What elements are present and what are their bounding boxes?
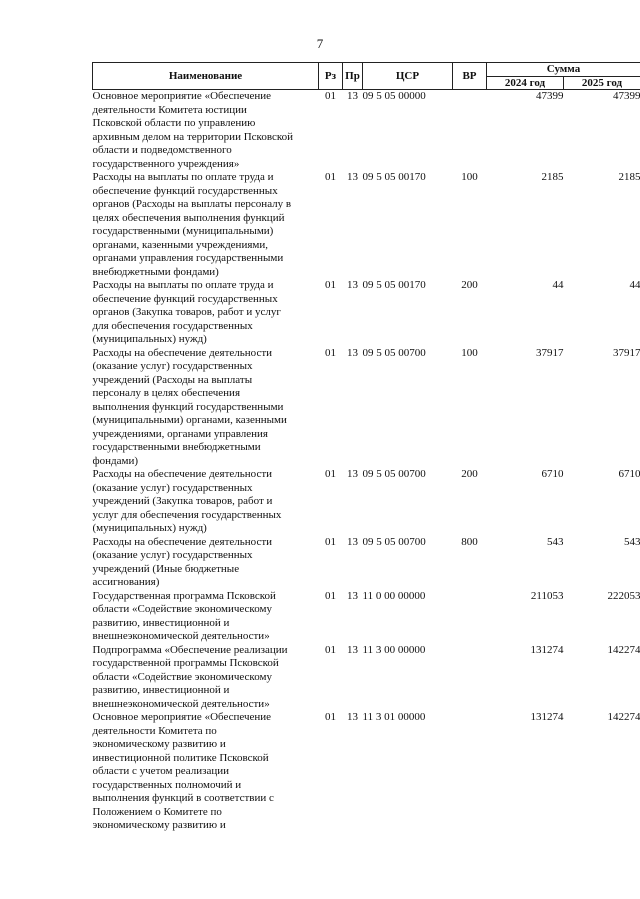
row-name-line: Основное мероприятие «Обеспечение [92, 90, 272, 102]
row-name-line: Расходы на обеспечение деятельности [92, 535, 273, 548]
row-sum-2024: 543 [547, 535, 564, 548]
row-sum-2025: 47399 [613, 90, 640, 102]
row-rz: 01 [325, 90, 336, 102]
row-rz: 01 [325, 468, 336, 480]
row-name-line: фондами) [92, 454, 139, 467]
row-sum-2024: 37917 [536, 346, 564, 359]
row-name-line: государственными внебюджетными [92, 441, 261, 453]
row-name-line: области «Содействие экономическому [92, 670, 272, 683]
row-csr: 09 5 05 00700 [362, 468, 426, 480]
row-name-line: учреждений (Расходы на выплаты [92, 373, 253, 386]
header-pr: Пр [343, 63, 363, 90]
row-csr: 11 3 00 00000 [362, 643, 426, 656]
row-name-line: для обеспечения государственных [92, 319, 253, 332]
table-row [93, 644, 640, 712]
row-name-line: деятельности Комитета юстиции [92, 103, 247, 116]
row-name-line: учреждениями, органами управления [92, 427, 268, 440]
row-sum-2025: 142274 [607, 711, 640, 723]
budget-table [92, 62, 640, 833]
row-name-line: обеспечение функций государственных [92, 292, 278, 305]
row-name-line: (оказание услуг) государственных [92, 360, 253, 372]
row-name-line: (оказание услуг) государственных [92, 481, 253, 494]
table-row [93, 590, 640, 644]
row-pr: 13 [347, 346, 358, 359]
row-rz: 01 [325, 279, 336, 291]
row-rz: 01 [325, 711, 336, 723]
row-sum-2025: 6710 [618, 468, 640, 480]
table-row [93, 279, 640, 347]
row-pr: 13 [347, 90, 358, 102]
row-vr: 100 [461, 346, 478, 359]
table-row [93, 536, 640, 590]
row-vr [453, 90, 487, 172]
row-sum-2024: 44 [552, 279, 564, 291]
row-vr: 100 [461, 171, 478, 183]
row-name-line: учреждений (Иные бюджетные [92, 562, 240, 575]
row-name-line: экономическому развитию и [92, 819, 226, 831]
row-rz: 01 [325, 346, 336, 359]
table-row [93, 90, 640, 172]
row-sum-2024: 6710 [541, 468, 564, 480]
row-rz: 01 [325, 589, 336, 602]
row-name-line: Подпрограмма «Обеспечение реализации [92, 643, 288, 656]
row-name-line: органов (Расходы на выплаты персоналу в [92, 198, 292, 210]
row-vr: 200 [461, 468, 478, 480]
row-name-line: внешнеэкономической деятельности» [92, 630, 270, 642]
row-name [93, 468, 319, 536]
row-name-line: органов (Закупка товаров, работ и услуг [92, 306, 281, 318]
table-body [93, 90, 640, 833]
row-sum-2025: 222053 [607, 589, 640, 602]
header-name: Наименование [93, 63, 319, 90]
row-name [93, 590, 319, 644]
table-row [93, 711, 640, 833]
row-sum-2024: 47399 [536, 90, 564, 102]
row-vr [453, 711, 487, 833]
row-name-line: Расходы на выплаты по оплате труда и [92, 279, 274, 291]
row-name-line: Расходы на выплаты по оплате труда и [92, 171, 274, 183]
row-name [93, 536, 319, 590]
row-name [93, 279, 319, 347]
row-name-line: государственными (муниципальными) [92, 225, 274, 237]
row-pr: 13 [347, 643, 358, 656]
row-vr [453, 590, 487, 644]
row-sum-2024: 211053 [530, 589, 564, 602]
row-name-line: инвестиционной политике Псковской [92, 751, 269, 764]
row-name-line: Псковской области по управлению [92, 117, 256, 129]
row-name-line: учреждений (Закупка товаров, работ и [92, 495, 273, 507]
row-name-line: услуг для обеспечения государственных [92, 508, 282, 521]
row-name-line: Расходы на обеспечение деятельности [92, 468, 273, 480]
header-vr: ВР [453, 63, 487, 90]
row-rz: 01 [325, 171, 336, 183]
row-sum-2024: 131274 [530, 643, 564, 656]
header-year-2024: 2024 год [487, 76, 564, 90]
row-name-line: (муниципальных) нужд) [92, 522, 207, 534]
row-sum-2025: 543 [624, 535, 640, 548]
row-csr: 11 0 00 00000 [362, 589, 426, 602]
row-csr: 09 5 05 00700 [362, 346, 426, 359]
row-pr: 13 [347, 589, 358, 602]
row-sum-2025: 142274 [607, 643, 640, 656]
row-name-line: экономическому развитию и [92, 738, 226, 750]
header-sum: Сумма [487, 63, 640, 77]
header-csr: ЦСР [363, 63, 453, 90]
row-name [93, 347, 319, 469]
row-vr [453, 644, 487, 712]
row-pr: 13 [347, 279, 358, 291]
row-csr: 09 5 05 00170 [362, 279, 426, 291]
row-csr: 09 5 05 00700 [362, 535, 426, 548]
row-name-line: Положением о Комитете по [92, 805, 222, 818]
row-pr: 13 [347, 535, 358, 548]
row-name-line: персоналу в целях обеспечения [92, 387, 241, 399]
row-name-line: целях обеспечения выполнения функций [92, 211, 285, 224]
row-name-line: развитию, инвестиционной и [92, 616, 230, 629]
table-row [93, 468, 640, 536]
row-name-line: обеспечение функций государственных [92, 184, 278, 197]
row-pr: 13 [347, 468, 358, 480]
row-name-line: области с учетом реализации [92, 765, 229, 777]
table-row [93, 347, 640, 469]
row-pr: 13 [347, 171, 358, 183]
row-name-line: (муниципальных) нужд) [92, 333, 207, 345]
row-rz: 01 [325, 643, 336, 656]
header-rz: Рз [319, 63, 343, 90]
row-pr: 13 [347, 711, 358, 723]
row-name-line: внешнеэкономической деятельности» [92, 697, 270, 710]
row-name-line: выполнения функций государственными [92, 400, 284, 413]
row-sum-2024: 131274 [530, 711, 564, 723]
row-name-line: органами управления государственными [92, 252, 284, 264]
row-name-line: деятельности Комитета по [92, 724, 217, 737]
table-row [93, 171, 640, 279]
page-number: 7 [316, 36, 324, 51]
row-vr: 200 [461, 279, 478, 291]
row-name [93, 644, 319, 712]
row-name-line: внебюджетными фондами) [92, 265, 219, 278]
row-rz: 01 [325, 535, 336, 548]
row-name-line: Основное мероприятие «Обеспечение [92, 711, 272, 723]
row-csr: 09 5 05 00170 [362, 171, 426, 183]
row-name-line: ассигнования) [92, 576, 160, 588]
row-name-line: органами, казенными учреждениями, [92, 238, 268, 251]
row-name-line: выполнения функций в соответствии с [92, 792, 274, 804]
row-name-line: архивным делом на территории Псковской [92, 130, 293, 143]
row-sum-2025: 2185 [618, 171, 640, 183]
row-name-line: Государственная программа Псковской [92, 589, 276, 602]
row-name-line: государственной программы Псковской [92, 657, 279, 669]
row-name-line: области «Содействие экономическому [92, 603, 272, 615]
row-name-line: развитию, инвестиционной и [92, 684, 230, 696]
row-name-line: государственного учреждения» [92, 157, 240, 170]
row-name-line: Расходы на обеспечение деятельности [92, 346, 273, 359]
header-year-2025: 2025 год [564, 76, 640, 90]
row-csr: 11 3 01 00000 [362, 711, 426, 723]
row-name-line: области и подведомственного [92, 144, 232, 156]
row-name-line: государственных полномочий и [92, 778, 242, 791]
row-sum-2025: 44 [629, 279, 640, 291]
row-vr: 800 [461, 535, 478, 548]
row-sum-2025: 37917 [613, 346, 640, 359]
row-name [93, 711, 319, 833]
row-sum-2024: 2185 [541, 171, 564, 183]
row-name [93, 90, 319, 172]
row-name-line: (муниципальными) органами, казенными [92, 414, 287, 426]
row-name-line: (оказание услуг) государственных [92, 549, 253, 561]
row-name [93, 171, 319, 279]
row-csr: 09 5 05 00000 [362, 90, 426, 102]
table-header [93, 63, 640, 90]
